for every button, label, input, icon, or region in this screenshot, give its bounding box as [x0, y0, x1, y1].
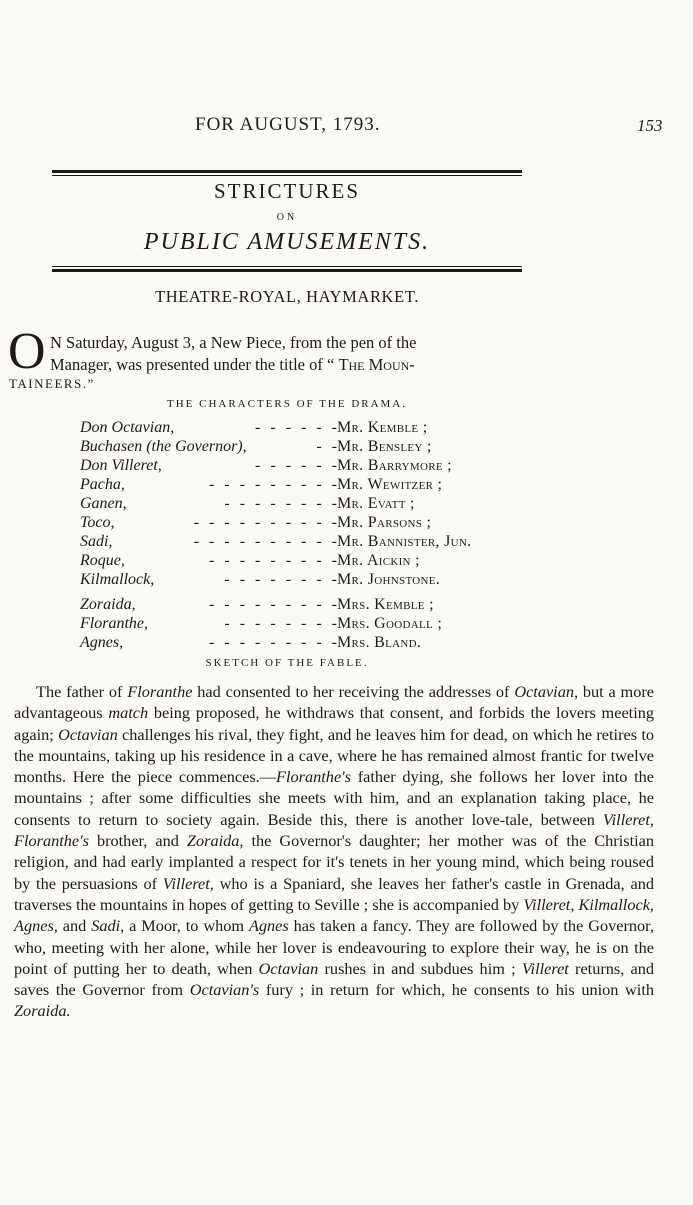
fable-text: challenges his rival, they fight, and he leaves him for dead, on which he retires to the mountains, taking up his residence in a cave, where he has remained almost frantic for twelve months. Here the piece commences.—: [14, 724, 654, 787]
italic-name: match: [108, 703, 149, 723]
cast-row: [60, 438, 660, 457]
cast-row: [60, 571, 660, 590]
heading-public-amusements: PUBLIC AMUSEMENTS.: [143, 229, 431, 255]
middle-rule: [52, 269, 522, 272]
fable-body: [14, 681, 654, 1022]
cast-dashes: - - - - - - - -: [224, 495, 340, 512]
italic-name: Villeret, Kilmallock, Agnes,: [14, 894, 654, 936]
fable-text: fury ; in return for which, he consents to his union with: [259, 980, 654, 1000]
fable-text: had consented to her receiving the addresses of: [192, 682, 515, 701]
fable-text: the Governor's daughter; her mother was of the Christian religion, and had early implanted a respect for it's tenets in her young mind, which being roused by the persuasions of: [14, 831, 654, 893]
cast-actor: Mrs. Kemble ;: [337, 596, 434, 613]
cast-row: [60, 419, 660, 438]
italic-name: Villeret: [521, 958, 569, 978]
page-number: 153: [637, 116, 663, 135]
italic-name: Sadi,: [91, 916, 125, 936]
running-head: [0, 114, 693, 140]
middle-rule-thin: [52, 266, 522, 267]
cast-dashes: - - - - - -: [255, 457, 340, 474]
fable-text: has taken a fancy. They are followed by the Governor, who, meeting with her alone, while her lover is endeavouring to explore their way, he is on the point of putting her to death, when: [14, 916, 655, 978]
italic-name: Zoraida.: [14, 1001, 71, 1021]
characters-heading: THE CHARACTERS OF THE DRAMA.: [166, 398, 408, 410]
cast-actor: Mr. Wewitzer ;: [337, 476, 443, 493]
cast-row: [60, 514, 660, 533]
top-rule: [52, 170, 522, 173]
fable-paragraph: [14, 681, 654, 1022]
cast-actor: Mrs. Bland.: [337, 634, 422, 651]
cast-list: [60, 419, 660, 653]
cast-dashes: - - - - - - - - -: [209, 596, 340, 613]
cast-dashes: - -: [316, 438, 340, 455]
cast-role: Don Villeret,: [80, 457, 162, 474]
cast-dashes: - - - - - - - - -: [209, 634, 340, 651]
cast-row: [60, 476, 660, 495]
italic-name: Floranthe's: [276, 767, 351, 787]
theatre-heading: THEATRE-ROYAL, HAYMARKET.: [155, 287, 419, 306]
fable-text: father dying, she follows her lover into the mountains ; after some difficulties she meets with him, and an explanation taking place, he consents to return to society again. Beside this, there is another love-tale, between: [14, 767, 655, 829]
cast-actor: Mr. Johnstone.: [337, 571, 441, 588]
italic-name: Octavian's: [189, 980, 260, 1000]
fable-text: being proposed, he withdraws that consent, and forbids the lovers meeting again;: [14, 703, 655, 744]
cast-role: Roque,: [80, 552, 125, 569]
sketch-heading: SKETCH OF THE FABLE.: [205, 657, 369, 669]
italic-name: Agnes: [248, 916, 289, 936]
fable-text: The father of: [36, 682, 128, 701]
drop-cap: O: [8, 323, 46, 380]
fable-text: returns, and saves the Governor from: [14, 958, 655, 1000]
italic-name: Octavian,: [514, 682, 579, 701]
cast-role: Agnes,: [80, 634, 124, 651]
cast-role: Zoraida,: [80, 596, 136, 613]
cast-role: Buchasen (the Governor),: [80, 438, 247, 455]
cast-role: Sadi,: [80, 533, 113, 550]
italic-name: Octavian: [58, 724, 118, 744]
italic-name: Floranthe: [127, 682, 193, 701]
cast-actor: Mr. Aickin ;: [337, 552, 420, 569]
cast-actor: Mr. Bensley ;: [337, 438, 432, 455]
fable-text: and: [57, 916, 92, 936]
cast-actor: Mr. Parsons ;: [337, 514, 432, 531]
heading-on: ON: [276, 212, 298, 223]
cast-actor: Mrs. Goodall ;: [337, 615, 443, 632]
cast-actor: Mr. Kemble ;: [337, 419, 428, 436]
cast-dashes: - - - - - -: [255, 419, 340, 436]
cast-row: [60, 533, 660, 552]
italic-name: Octavian: [258, 958, 319, 978]
cast-dashes: - - - - - - - -: [224, 615, 340, 632]
fable-text: who is a Spaniard, she leaves her father's castle in Grenada, and traverses the mountains in hopes of getting to Seville ; she is accompanied by: [14, 873, 655, 914]
cast-role: Don Octavian,: [80, 419, 175, 436]
cast-row: [60, 552, 660, 571]
play-title: The Moun-: [338, 355, 415, 374]
cast-row: [60, 596, 660, 615]
cast-role: Ganen,: [80, 495, 127, 512]
cast-row: [60, 634, 660, 653]
intro-line-2-text: Manager, was presented under the title of “: [50, 355, 339, 374]
cast-row: [60, 495, 660, 514]
cast-row: [60, 615, 660, 634]
fable-text: brother, and: [88, 831, 187, 851]
cast-actor: Mr. Evatt ;: [337, 495, 415, 512]
cast-row: [60, 457, 660, 476]
cast-dashes: - - - - - - - - - -: [193, 533, 340, 550]
intro-line-3: TAINEERS.”: [9, 376, 95, 391]
fable-text: rushes in and subdues him ;: [318, 958, 522, 978]
cast-actor: Mr. Bannister, Jun.: [337, 533, 472, 550]
italic-name: Villeret, Floranthe's: [14, 809, 654, 851]
italic-name: Villeret,: [162, 873, 214, 893]
cast-actor: Mr. Barrymore ;: [337, 457, 452, 474]
fable-text: but a more advantageous: [14, 682, 655, 723]
cast-role: Floranthe,: [80, 615, 148, 632]
cast-role: Kilmallock,: [80, 571, 155, 588]
running-head-title: FOR AUGUST, 1793.: [195, 114, 381, 135]
cast-dashes: - - - - - - - - -: [209, 552, 340, 569]
cast-dashes: - - - - - - - - -: [209, 476, 340, 493]
fable-text: a Moor, to whom: [124, 916, 249, 936]
italic-name: Zoraida,: [186, 831, 244, 851]
intro-line-2: [50, 355, 654, 375]
heading-strictures: STRICTURES: [213, 179, 361, 203]
cast-role: Pacha,: [80, 476, 125, 493]
intro-line-1: N Saturday, August 3, a New Piece, from the pen of the: [50, 333, 417, 352]
cast-dashes: - - - - - - - -: [224, 571, 340, 588]
cast-dashes: - - - - - - - - - -: [193, 514, 340, 531]
top-rule-thin: [52, 175, 522, 176]
cast-role: Toco,: [80, 514, 115, 531]
